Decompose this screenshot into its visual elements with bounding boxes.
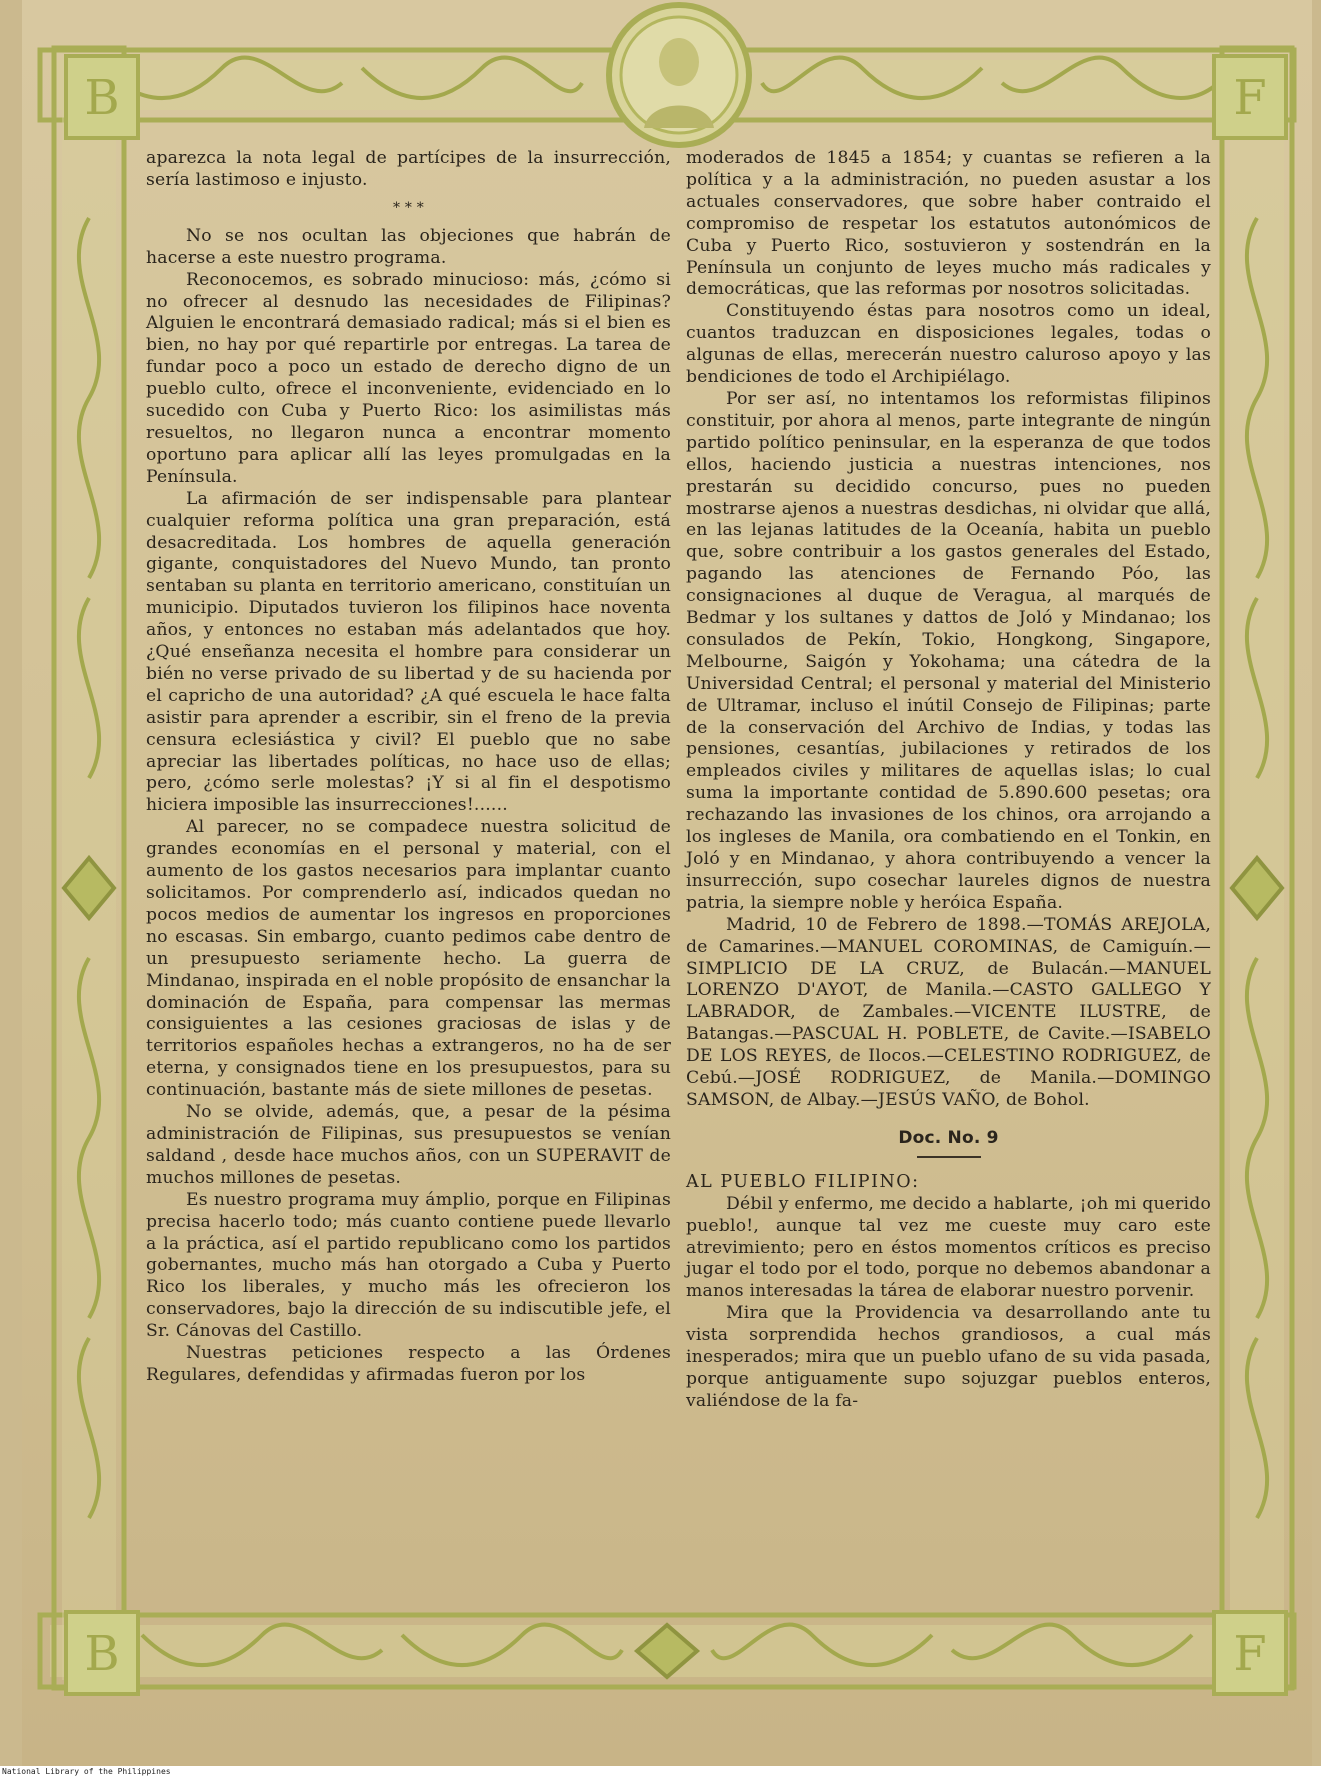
portrait-medallion [604,0,754,150]
paragraph: Reconocemos, es sobrado minucioso: más, ¿cómo si no ofrecer al desnudo las necesidades de Filipinas? Alguien le encontrará demasiado radical; más si el bien es bien, no hay por qué repartirle por entregas. La tarea de fundar poco a poco un estado de derecho digno de un pueblo culto, ofrece el inconveniente, evidenciado en lo sucedido con Cuba y Puerto Rico: los asimilistas más resueltos, no llegaron nunca a encontrar momento oportuno para aplicar allí las leyes promulgadas en la Península. [146,269,671,487]
paragraph: Nuestras peticiones respecto a las Órdenes Regulares, defendidas y afirmadas fueron por los [146,1343,671,1385]
paragraph: No se nos ocultan las objeciones que habrán de hacerse a este nuestro programa. [146,225,671,268]
svg-text:B: B [84,1626,120,1682]
paragraph: No se olvide, además, que, a pesar de la pésima administración de Filipinas, sus presupuestos se venían saldand , desde hace muchos años, con un SUPERAVIT de muchos millones de pesetas. [146,1102,671,1188]
paragraph: Débil y enfermo, me decido a hablarte, ¡oh mi querido pueblo!, aunque tal vez me cueste muy caro este atrevimiento; pero en éstos momentos críticos es preciso jugar el todo por el todo, porque no debemos abandonar a manos interesadas la tárea de elaborar nuestro porvenir. [686,1193,1211,1302]
asterism-divider: * * * [393,199,424,216]
document-number-heading: Doc. No. 9 [898,1127,999,1148]
bottom-ornamental-border [22,1605,1312,1700]
right-text-column [686,148,1211,1413]
top-left-corner-monogram [62,52,142,142]
paragraph: Mira que la Providencia va desarrollando ante tu vista sorprendida hechos grandiosos, a cual más inesperados; mira que un pueblo ufano de su vida pasada, porque antiguamente supo sojuzgar pueblos enteros, valiéndose de la fa- [686,1303,1211,1411]
paragraph: Por ser así, no intentamos los reformistas filipinos constituir, por ahora al menos, parte integrante de ningún partido político peninsular, en la esperanza de que todos ellos, haciendo justicia a nuestras intenciones, nos prestarán su decidido concurso, pues no pueden mostrarse ajenos a nuestras desdichas, ni olvidar que allá, en las lejanas latitudes de la Oceanía, habita un pueblo que, sobre contribuir a los gastos generales del Estado, pagando las atenciones de Fernando Póo, las consignaciones al duque de Veragua, al marqués de Bedmar y los sultanes y dattos de Joló y Mindanao; los consulados de Pekín, Tokio, Hongkong, Singapore, Melbourne, Saigón y Yokohama; una cátedra de la Universidad Central; el personal y material del Ministerio de Ultramar, incluso el inútil Consejo de Filipinas; parte de la conservación del Archivo de Indias, y todas las pensiones, cesantías, jubilaciones y retirados de los empleados civiles y militares de aquellas islas; lo cual suma la importante contidad de 5.890.600 pesetas; ora rechazando las invasiones de los chinos, ora arrojando a los ingleses de Manila, ora combatiendo en el Tonkin, en Joló y en Mindanao, y ahora contribuyendo a vencer la insurrección, supo cosechar laureles dignos de nuestra patria, la siempre noble y heróica España. [686,388,1211,913]
svg-text:F: F [1233,70,1267,126]
right-ornamental-border [1207,38,1302,1700]
paragraph: Al parecer, no se compadece nuestra solicitud de grandes economías en el personal y material, con el aumento de los gastos necesarios para implantar cuanto solicitamos. Por comprenderlo así, indicados quedan no pocos medios de aumentar los ingresos en proporciones no escasas. Sin embargo, cuanto pedimos cabe dentro de un presupuesto seriamente hecho. La guerra de Mindanao, inspirada en el noble propósito de ensanchar la dominación de España, para compensar las mermas consiguientes a las cesiones graciosas de islas y de territorios españoles hechas a extrangeros, no ha de ser eterna, y consignados tiene en los presupuestos, para su continuación, bastante más de siete millones de pesetas. [146,817,671,1101]
left-ornamental-border [44,38,139,1700]
addressee-line: AL PUEBLO FILIPINO: [686,1171,920,1192]
heading-rule [917,1156,981,1158]
bottom-right-corner-monogram [1210,1608,1290,1698]
paragraph: Constituyendo éstas para nosotros como un ideal, cuantos traduzcan en disposiciones legales, todas o algunas de ellas, merecerán nuestro caluroso apoyo y las bendiciones de todo el Archipiélago. [686,301,1211,388]
svg-text:B: B [84,70,120,126]
left-text-column [146,148,671,1387]
svg-text:F: F [1233,1626,1267,1682]
paragraph: aparezca la nota legal de partícipes de la insurrección, sería lastimoso e injusto. [146,148,671,190]
paragraph: moderados de 1845 a 1854; y cuantas se refieren a la política y a la administración, no pueden asustar a los actuales conservadores, que sobre haber contraido el compromiso de respetar los estatutos autonómicos de Cuba y Puerto Rico, sostuvieron y sostendrán en la Península un conjunto de leyes mucho más radicales y democráticas, que las reformas por nosotros solicitadas. [686,148,1211,300]
bottom-left-corner-monogram [62,1608,142,1698]
signatories-paragraph: Madrid, 10 de Febrero de 1898.—TOMÁS AREJOLA, de Camarines.—MANUEL COROMINAS, de Camiguín.—SIMPLICIO DE LA CRUZ, de Bulacán.—MANUEL LORENZO D'AYOT, de Manila.—CASTO GALLEGO Y LABRADOR, de Zambales.—VICENTE ILUSTRE, de Batangas.—PASCUAL H. POBLETE, de Cavite.—ISABELO DE LOS REYES, de Ilocos.—CELESTINO RODRIGUEZ, de Cebú.—JOSÉ RODRIGUEZ, de Manila.—DOMINGO SAMSON, de Albay.—JESÚS VAÑO, de Bohol. [686,914,1211,1110]
top-right-corner-monogram [1210,52,1290,142]
document-page [22,0,1312,1766]
paragraph: Es nuestro programa muy ámplio, porque en Filipinas precisa hacerlo todo; más cuanto contiene puede llevarlo a la práctica, así el partido republicano como los partidos gobernantes, mucho más han otorgado a Cuba y Puerto Rico los liberales, y mucho más les ofrecieron los conservadores, bajo la dirección de su indiscutible jefe, el Sr. Cánovas del Castillo. [146,1189,671,1342]
library-credit-footer: National Library of the Philippines [0,1766,1321,1778]
paragraph: La afirmación de ser indispensable para plantear cualquier reforma política una gran preparación, está desacreditada. Los hombres de aquella generación gigante, conquistadores del Nuevo Mundo, tan pronto sentaban su planta en territorio americano, constituían un municipio. Diputados tuvieron los filipinos hace noventa años, y entonces no estaban más adelantados que hoy. ¿Qué enseñanza necesita el hombre para considerar un bién no verse privado de su libertad y de su hacienda por el capricho de una autoridad? ¿A qué escuela le hace falta asistir para aprender a escribir, sin el freno de la previa censura eclesiástica y civil? El pueblo que no sabe apreciar las libertades políticas, no hace uso de ellas; pero, ¿cómo serle molestas? ¡Y si al fin el despotismo hiciera imposible las insurrecciones!...... [146,488,671,816]
